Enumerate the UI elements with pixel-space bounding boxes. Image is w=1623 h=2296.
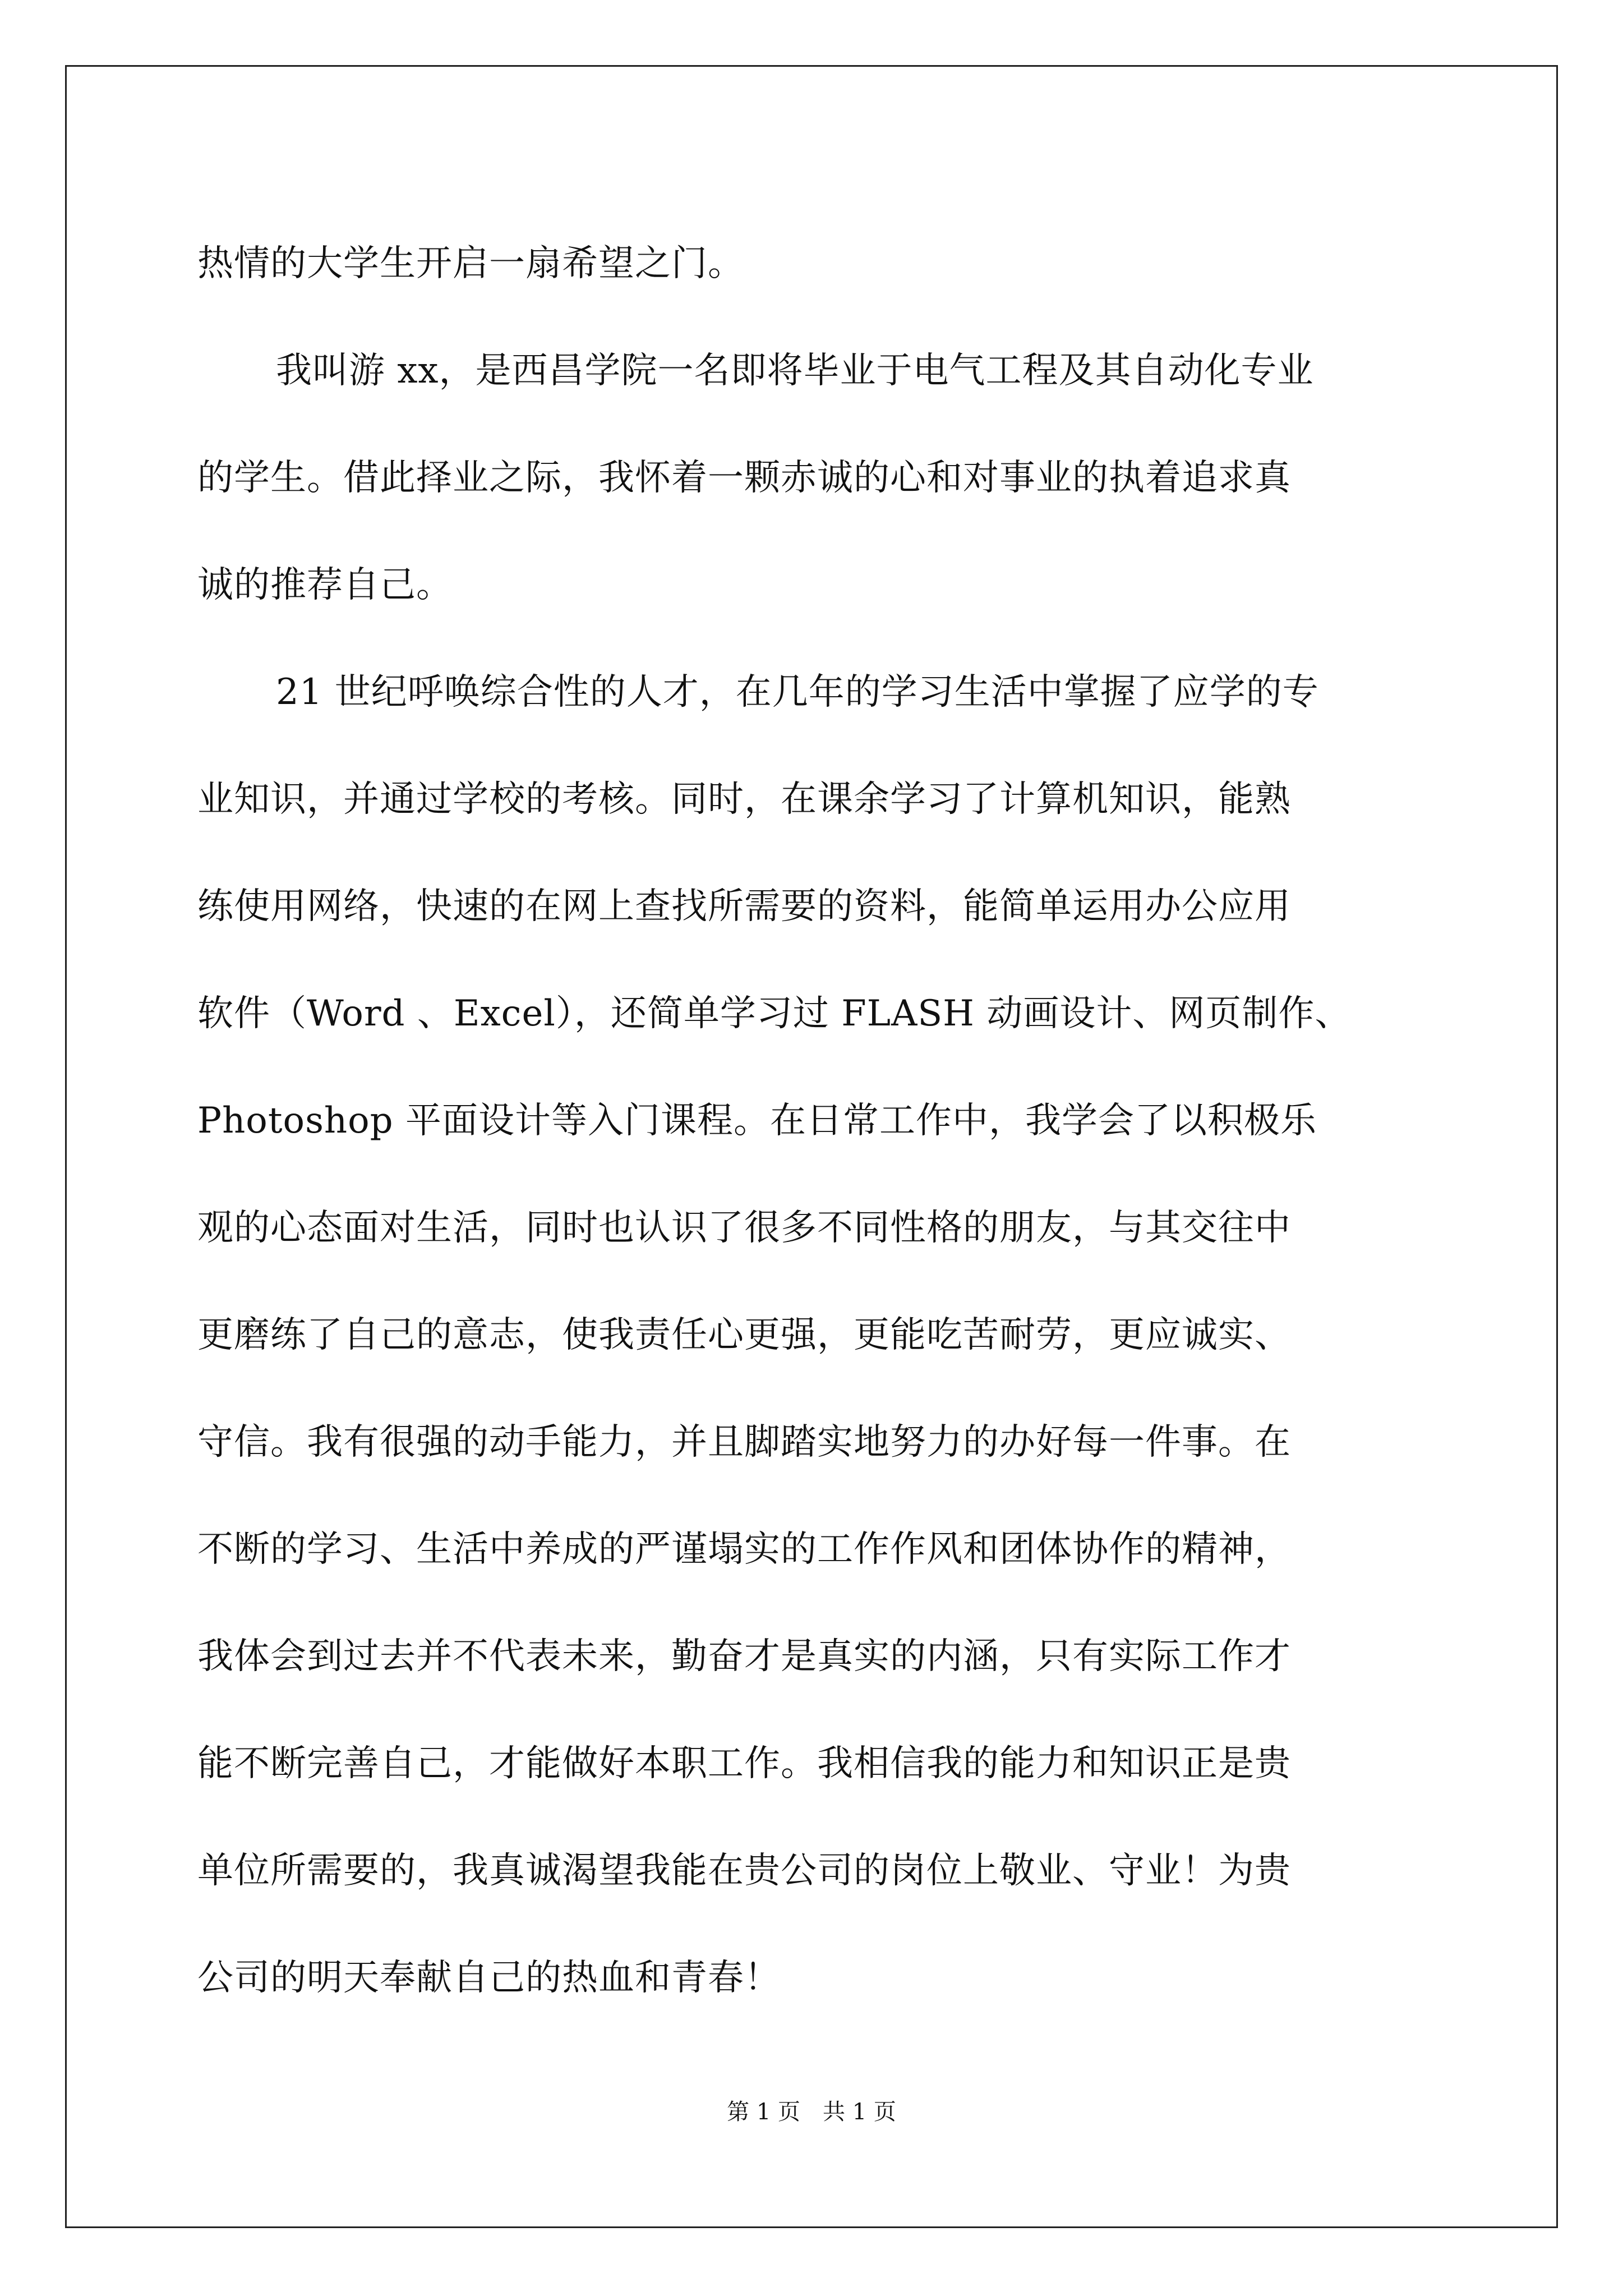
text-line: 更磨练了自己的意志，使我责任心更强，更能吃苦耐劳，更应诚实、 [197, 1314, 1291, 1356]
text-line: 热情的大学生开启一扇希望之门。 [197, 243, 744, 284]
text-line: 单位所需要的，我真诚渴望我能在贵公司的岗位上敬业、守业！为贵 [197, 1850, 1291, 1892]
text-line: 观的心态面对生活，同时也认识了很多不同性格的朋友，与其交往中 [197, 1207, 1291, 1249]
text-line: 诚的推荐自己。 [197, 564, 453, 606]
document-body [197, 210, 1437, 2032]
text-line: 软件（Word 、Excel），还简单学习过 FLASH 动画设计、网页制作、 [197, 993, 1352, 1034]
text-line: 我体会到过去并不代表未来，勤奋才是真实的内涵，只有实际工作才 [197, 1636, 1291, 1677]
page-number: 第 1 页 共 1 页 [727, 2099, 896, 2125]
text-line: 的学生。借此择业之际，我怀着一颗赤诚的心和对事业的执着追求真 [197, 457, 1291, 499]
text-line: Photoshop 平面设计等入门课程。在日常工作中，我学会了以积极乐 [197, 1100, 1317, 1142]
text-line: 能不断完善自己，才能做好本职工作。我相信我的能力和知识正是贵 [197, 1743, 1291, 1784]
text-line: 业知识，并通过学校的考核。同时，在课余学习了计算机知识，能熟 [197, 779, 1291, 820]
text-line: 不断的学习、生活中养成的严谨塌实的工作作风和团体协作的精神， [197, 1529, 1291, 1570]
text-line: 守信。我有很强的动手能力，并且脚踏实地努力的办好每一件事。在 [197, 1421, 1291, 1463]
text-line: 我叫游 xx，是西昌学院一名即将毕业于电气工程及其自动化专业 [276, 350, 1314, 392]
text-line: 练使用网络，快速的在网上查找所需要的资料，能简单运用办公应用 [197, 886, 1291, 927]
text-line: 公司的明天奉献自己的热血和青春！ [197, 1957, 781, 1999]
text-line: 21 世纪呼唤综合性的人才，在几年的学习生活中掌握了应学的专 [276, 671, 1319, 713]
